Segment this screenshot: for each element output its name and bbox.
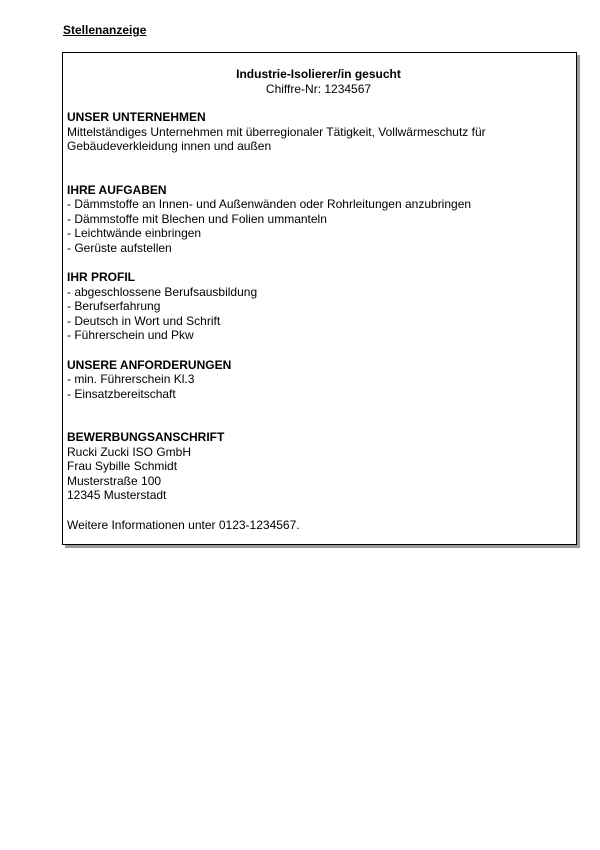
profile-item: - Deutsch in Wort und Schrift — [67, 313, 221, 328]
task-item: - Gerüste aufstellen — [67, 240, 172, 255]
address-line: 12345 Musterstadt — [67, 488, 167, 502]
profile-item: - Führerschein und Pkw — [67, 328, 194, 342]
footer-info: Weitere Informationen unter 0123-1234567. — [67, 517, 300, 532]
section-requirements — [67, 358, 570, 402]
section-heading-tasks: IHRE AUFGABEN — [67, 182, 167, 197]
job-ad-title: Industrie-Isolierer/in gesucht — [236, 67, 401, 81]
address-line: Musterstraße 100 — [67, 473, 162, 488]
job-ad-code: Chiffre-Nr: 1234567 — [265, 81, 372, 96]
task-item: - Leichtwände einbringen — [67, 226, 202, 240]
requirement-item: - min. Führerschein Kl.3 — [67, 372, 195, 386]
company-line: Gebäudeverkleidung innen und außen — [67, 139, 272, 153]
section-heading-profile: IHR PROFIL — [67, 270, 135, 284]
section-tasks — [67, 183, 570, 256]
section-address — [67, 430, 570, 503]
requirement-item: - Einsatzbereitschaft — [67, 386, 176, 401]
page-title: Stellenanzeige — [63, 23, 147, 37]
section-company — [67, 110, 570, 154]
section-heading-requirements: UNSERE ANFORDERUNGEN — [67, 357, 232, 372]
job-ad-box — [62, 52, 577, 545]
profile-item: - Berufserfahrung — [67, 299, 161, 313]
job-ad-content — [67, 67, 570, 532]
task-item: - Dämmstoffe mit Blechen und Folien ummanteln — [67, 211, 327, 226]
address-line: Rucki Zucki ISO GmbH — [67, 444, 192, 459]
address-line: Frau Sybille Schmidt — [67, 459, 178, 473]
profile-item: - abgeschlossene Berufsausbildung — [67, 284, 258, 299]
section-heading-company: UNSER UNTERNEHMEN — [67, 110, 206, 124]
section-profile — [67, 270, 570, 343]
company-line: Mittelständiges Unternehmen mit überregionaler Tätigkeit, Vollwärmeschutz für — [67, 124, 486, 139]
task-item: - Dämmstoffe an Innen- und Außenwänden oder Rohrleitungen anzubringen — [67, 197, 472, 211]
section-heading-address: BEWERBUNGSANSCHRIFT — [67, 430, 225, 444]
